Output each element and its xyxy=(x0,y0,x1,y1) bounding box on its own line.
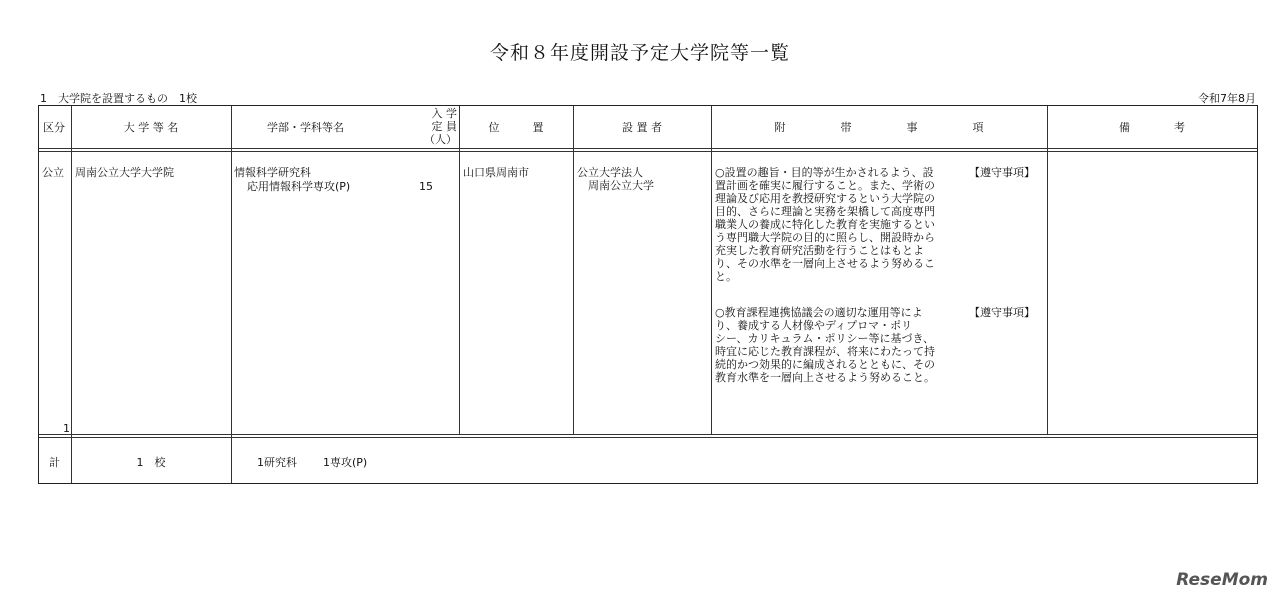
row-index: 1 xyxy=(63,422,70,435)
condition-text-2: ○教育課程連携協議会の適切な運用等によ り、養成する人材像やディプロマ・ポリ シー、カリキュラム・ポリシー等に基づき、 時宜に応じた教育課程が、将来にわたって持 続的かつ効果的に編成されるとともに、その 教育水準を一層向上させるよう努めること。 xyxy=(715,306,935,384)
university-name: 周南公立大学大学院 xyxy=(75,166,174,179)
total-schools: 1 校 xyxy=(136,456,166,469)
header-category: 区分 xyxy=(43,121,65,134)
condition-tag-1: 【遵守事項】 xyxy=(969,166,1035,179)
graduate-school-name: 情報科学研究科 xyxy=(234,166,311,179)
capacity-value: 15 xyxy=(419,180,433,193)
page-title: 令和８年度開設予定大学院等一覧 xyxy=(489,42,790,64)
header-remarks: 備 考 xyxy=(1119,121,1185,134)
location-value: 山口県周南市 xyxy=(463,166,529,179)
category-value: 公立 xyxy=(42,166,64,179)
university-table xyxy=(38,105,1258,484)
logo-text: ReseMom xyxy=(1176,570,1268,590)
resemom-logo xyxy=(1176,570,1268,590)
section-heading: 1 大学院を設置するもの 1校 xyxy=(40,92,197,105)
header-conditions: 附 帯 事 項 xyxy=(774,121,984,134)
condition-tag-2: 【遵守事項】 xyxy=(969,306,1035,319)
founder-value: 公立大学法人 周南公立大学 xyxy=(577,166,654,192)
total-graduate-schools: 1研究科 xyxy=(257,456,297,469)
header-faculty: 学部・学科等名 xyxy=(267,121,344,134)
total-majors: 1専攻(P) xyxy=(323,456,368,469)
header-capacity: 入 学 定 員 （人） xyxy=(424,107,457,146)
header-university: 大 学 等 名 xyxy=(123,121,179,134)
document-date: 令和7年8月 xyxy=(1198,92,1256,105)
header-founder: 設 置 者 xyxy=(622,121,662,134)
total-label: 計 xyxy=(49,456,60,469)
condition-text-1: ○設置の趣旨・目的等が生かされるよう、設 置計画を確実に履行すること。また、学術の 理論及び応用を教授研究するという大学院の 目的、さらに理論と実務を架橋して高度専門 職業人の養成に特化した教育を実施するとい う専門職大学院の目的に照らし、開設時から 充実した教育研究活動を行うことはもとよ り、その水準を一層向上させるよう努めるこ と。 xyxy=(715,166,935,283)
major-name: 応用情報科学専攻(P) xyxy=(247,180,351,193)
header-location: 位 置 xyxy=(488,121,544,134)
